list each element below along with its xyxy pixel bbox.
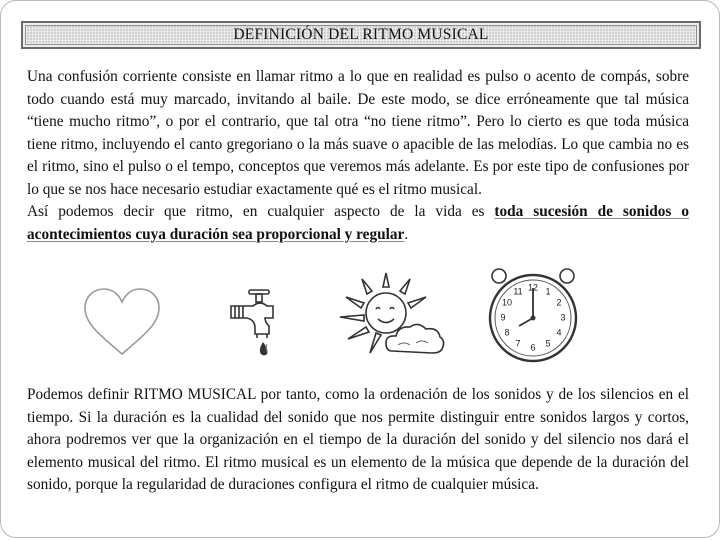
clock-number: 2 — [556, 297, 562, 308]
title-banner — [21, 21, 701, 49]
page-title: DEFINICIÓN DEL RITMO MUSICAL — [233, 26, 489, 43]
clock-number: 8 — [504, 327, 510, 338]
sun-illustration — [336, 269, 448, 361]
clock-illustration — [486, 268, 580, 364]
clock-number: 4 — [556, 327, 562, 338]
rhythm-definition-highlight: toda sucesión de sonidos o acontecimientos cuya duración sea proporcional y regular — [27, 203, 689, 243]
intro-paragraph — [27, 66, 689, 246]
faucet-icon — [231, 290, 273, 338]
clock-number: 9 — [500, 312, 506, 323]
clock-number: 11 — [513, 286, 523, 297]
clock-number: 6 — [530, 342, 536, 353]
musical-rhythm-paragraph: Podemos definir RITMO MUSICAL por tanto, como la ordenación de los sonidos y de los silencios en el tiempo. Si la duración es la cualidad del sonido que nos permite distinguir entre sonidos largos y cortos, ahora podremos ver que la organización en el tiempo de la duración del sonido y del silencio nos dará el elemento musical del ritmo. El ritmo musical es un elemento de la música que depende de la duración del sonido, porque la regularidad de duraciones configura el ritmo de cualquier música. — [27, 386, 689, 493]
cloud-icon — [386, 324, 444, 353]
heart-illustration — [81, 286, 163, 358]
clock-number: 7 — [515, 338, 521, 349]
paragraph-definition-intro: Así podemos decir que ritmo, en cualquier aspecto de la vida es — [27, 203, 495, 220]
dripping-faucet-illustration — [227, 286, 293, 366]
clock-number: 3 — [560, 312, 566, 323]
clock-number: 10 — [501, 297, 513, 308]
clock-number: 5 — [545, 338, 551, 349]
heart-icon — [85, 289, 159, 354]
paragraph-definition-end: . — [404, 225, 409, 243]
paragraph-confusion: Una confusión corriente consiste en llamar ritmo a lo que en realidad es pulso o acento de compás, sobre todo cuando está muy marcado, invitando al baile. De este modo, se dice erróneamente que tal música “tiene mucho ritmo”, o por el contrario, que tal otra “no tiene ritmo”. Pero lo cierto es que toda música tiene ritmo, incluyendo el canto gregoriano o la más suave o apacible de las melodías. Lo que cambia no es el ritmo, sino el pulso o el tempo, conceptos que veremos más adelante. Es por este tipo de confusiones por lo que se nos hace necesario estudiar exactamente qué es el ritmo musical. — [27, 68, 689, 198]
clock-number: 12 — [527, 282, 539, 293]
clock-number: 1 — [545, 286, 551, 297]
